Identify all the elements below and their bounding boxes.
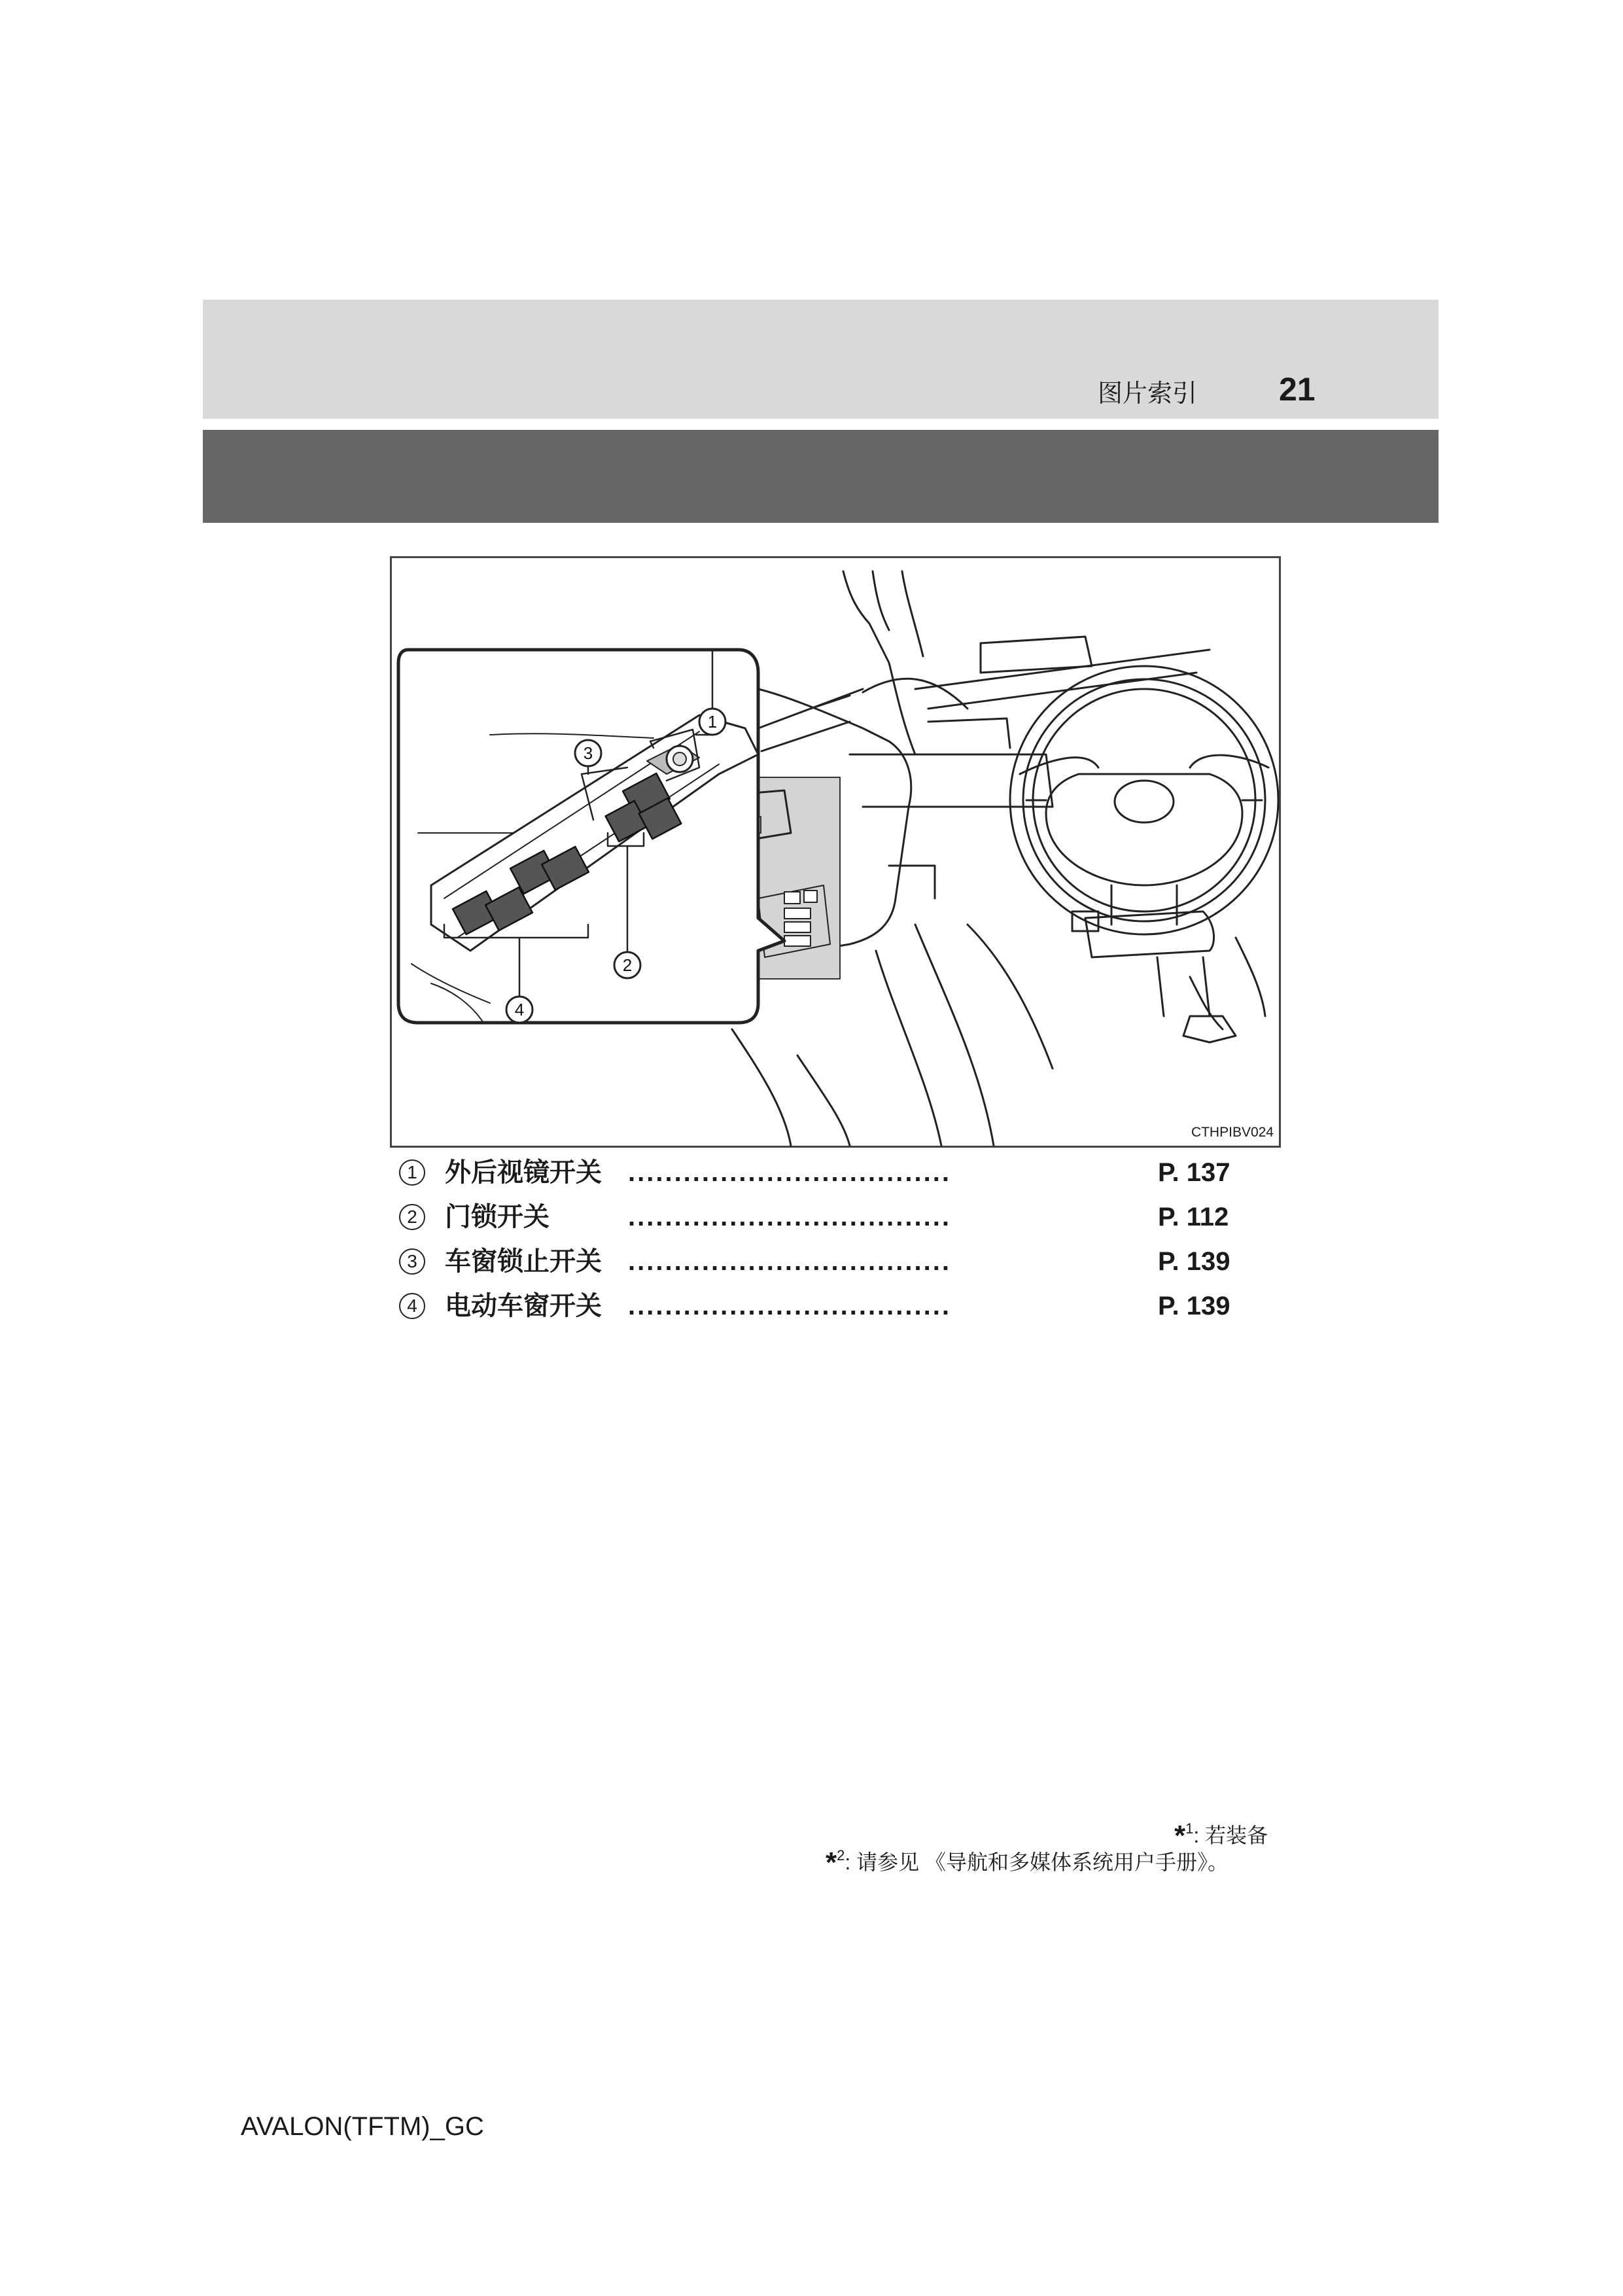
item-label: 门锁开关 [445, 1203, 550, 1231]
item-label: 外后视镜开关 [445, 1158, 602, 1187]
footnote-text: : 请参见 《导航和多媒体系统用户手册》。 [845, 1850, 1229, 1874]
switch-illustration [390, 556, 1281, 1148]
dot-leader: ................................... [628, 1158, 951, 1187]
callout-3: 3 [583, 743, 593, 763]
footer-model-code: AVALON(TFTM)_GC [241, 2112, 484, 2141]
footnote-2 [826, 1841, 1229, 1878]
page-number: 21 [1279, 371, 1316, 408]
footnote-text: : 若装备 [1193, 1824, 1268, 1847]
item-number: 1 [399, 1159, 425, 1186]
callout-4: 4 [514, 1000, 525, 1019]
page-reference-link[interactable]: P. 139 [1158, 1247, 1230, 1276]
figure-code: CTHPIBV024 [1191, 1125, 1274, 1140]
index-item [399, 1199, 1236, 1235]
index-item [399, 1288, 1236, 1324]
item-number: 3 [399, 1248, 425, 1275]
item-number: 2 [399, 1204, 425, 1230]
item-number: 4 [399, 1293, 425, 1319]
item-label: 电动车窗开关 [445, 1292, 602, 1320]
header-band [203, 300, 1439, 419]
index-item [399, 1154, 1236, 1191]
index-item [399, 1243, 1236, 1280]
callout-1: 1 [707, 712, 718, 732]
callout-2: 2 [622, 955, 633, 975]
page-reference-link[interactable]: P. 139 [1158, 1292, 1230, 1320]
asterisk-mark: * [1174, 1820, 1186, 1852]
dot-leader: ................................... [628, 1292, 951, 1320]
header-dark-band [203, 430, 1439, 523]
footnote-number: 2 [837, 1847, 845, 1863]
page-reference-link[interactable]: P. 137 [1158, 1158, 1230, 1187]
dot-leader: ................................... [628, 1247, 951, 1276]
illustration-drawing [392, 558, 1279, 1146]
item-label: 车窗锁止开关 [445, 1247, 602, 1276]
asterisk-mark: * [826, 1846, 837, 1879]
dot-leader: ................................... [628, 1203, 951, 1231]
page-reference-link[interactable]: P. 112 [1158, 1203, 1229, 1231]
section-title: 图片索引 [1098, 380, 1198, 408]
footnote-number: 1 [1185, 1820, 1194, 1837]
